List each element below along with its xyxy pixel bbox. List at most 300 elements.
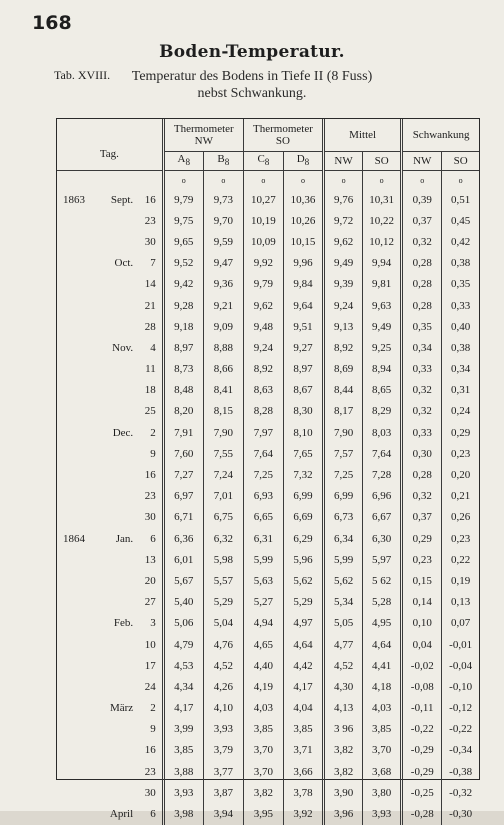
page-title: Boden-Temperatur. — [159, 42, 345, 62]
cell-schwankung-nw: 0,28 — [402, 464, 442, 485]
cell-day: 14 — [144, 278, 156, 291]
cell-d8: 4,64 — [283, 634, 323, 655]
subheader-a-text: A — [177, 153, 186, 166]
cell-b8: 8,41 — [203, 380, 243, 401]
cell-month — [97, 634, 137, 655]
cell-a8: 3,85 — [163, 740, 203, 761]
cell-day: 30 — [144, 235, 156, 248]
cell-b8: 3,79 — [203, 740, 243, 761]
cell-b8: 9,73 — [203, 189, 243, 210]
subheader-c-text: C — [257, 153, 265, 166]
cell-c8: 6,31 — [243, 528, 283, 549]
cell-year — [57, 486, 97, 507]
cell-schwankung-so: -0,01 — [442, 634, 479, 655]
cell-a8: 3,88 — [163, 761, 203, 782]
cell-mittel-nw: 7,25 — [324, 464, 363, 485]
cell-mittel-nw: 6,99 — [324, 486, 363, 507]
cell-mittel-so: 5,97 — [363, 549, 402, 570]
subheader-mittel-nw: NW — [324, 152, 363, 171]
cell-b8: 3,77 — [203, 761, 243, 782]
cell-schwankung-so: 0,42 — [442, 231, 479, 252]
cell-month: März — [109, 702, 134, 715]
cell-schwankung-so: 0,24 — [442, 401, 479, 422]
cell-year — [57, 337, 97, 358]
cell-mittel-so: 8,29 — [363, 401, 402, 422]
cell-year — [57, 613, 97, 634]
table-row — [57, 507, 479, 528]
cell-c8: 4,40 — [243, 655, 283, 676]
cell-mittel-so: 9,25 — [363, 337, 402, 358]
cell-schwankung-nw: -0,28 — [402, 803, 442, 824]
cell-mittel-nw: 3 96 — [324, 719, 363, 740]
cell-d8: 8,30 — [283, 401, 323, 422]
table-row — [57, 740, 479, 761]
subheader-a-sub: 8 — [185, 157, 191, 168]
table-row — [57, 380, 479, 401]
cell-schwankung-so: 0,51 — [442, 189, 479, 210]
cell-day: 20 — [144, 574, 156, 587]
subheader-schwankung-nw: NW — [402, 152, 442, 171]
cell-mittel-nw: 3,96 — [324, 803, 363, 824]
cell-mittel-so: 10,22 — [363, 210, 402, 231]
cell-mittel-nw: 9,24 — [324, 295, 363, 316]
cell-mittel-so: 8,03 — [363, 422, 402, 443]
cell-mittel-so: 3,85 — [363, 719, 402, 740]
cell-mittel-so: 4,03 — [363, 698, 402, 719]
cell-d8: 4,42 — [283, 655, 323, 676]
cell-year — [57, 592, 97, 613]
header-thermometer-nw — [163, 119, 243, 152]
cell-schwankung-so: -0,12 — [442, 698, 479, 719]
cell-schwankung-so: 0,20 — [442, 464, 479, 485]
cell-b8: 3,87 — [203, 782, 243, 803]
cell-month — [97, 231, 137, 252]
cell-day: 4 — [150, 341, 156, 354]
table-row — [57, 782, 479, 803]
cell-schwankung-so: 0,22 — [442, 549, 479, 570]
cell-a8: 9,52 — [163, 253, 203, 274]
cell-day: 17 — [144, 659, 156, 672]
cell-mittel-nw: 3,90 — [324, 782, 363, 803]
cell-c8: 8,28 — [243, 401, 283, 422]
cell-day: 6 — [150, 808, 156, 821]
cell-schwankung-nw: -0,25 — [402, 782, 442, 803]
cell-schwankung-nw: 0,10 — [402, 613, 442, 634]
cell-mittel-so: 9,49 — [363, 316, 402, 337]
subheader-b — [203, 152, 243, 171]
cell-c8: 8,92 — [243, 359, 283, 380]
cell-b8: 5,04 — [203, 613, 243, 634]
cell-mittel-so: 9,63 — [363, 295, 402, 316]
cell-c8: 9,92 — [243, 253, 283, 274]
cell-b8: 5,29 — [203, 592, 243, 613]
cell-schwankung-so: -0,04 — [442, 655, 479, 676]
cell-a8: 8,48 — [163, 380, 203, 401]
cell-d8: 3,92 — [283, 803, 323, 824]
cell-mittel-nw: 6,73 — [324, 507, 363, 528]
cell-c8: 5,27 — [243, 592, 283, 613]
cell-b8: 7,01 — [203, 486, 243, 507]
cell-d8: 5,62 — [283, 570, 323, 591]
cell-b8: 4,76 — [203, 634, 243, 655]
cell-c8: 7,97 — [243, 422, 283, 443]
cell-schwankung-so: -0,34 — [442, 740, 479, 761]
subheader-a — [163, 152, 203, 171]
cell-c8: 3,85 — [243, 719, 283, 740]
cell-c8: 6,65 — [243, 507, 283, 528]
cell-a8: 7,60 — [163, 443, 203, 464]
table-row — [57, 549, 479, 570]
header-mittel: Mittel — [324, 119, 402, 152]
cell-b8: 9,70 — [203, 210, 243, 231]
cell-mittel-so: 6,67 — [363, 507, 402, 528]
cell-year — [57, 443, 97, 464]
cell-schwankung-so: 0,34 — [442, 359, 479, 380]
cell-day: 6 — [150, 532, 156, 545]
cell-d8: 3,66 — [283, 761, 323, 782]
cell-month: Sept. — [110, 193, 134, 206]
subheader-c-sub: 8 — [264, 157, 270, 168]
table-caption — [0, 68, 504, 102]
cell-month — [97, 676, 137, 697]
cell-year — [57, 359, 97, 380]
cell-mittel-so: 10,12 — [363, 231, 402, 252]
cell-a8: 9,28 — [163, 295, 203, 316]
cell-day: 3 — [150, 617, 156, 630]
cell-d8: 10,26 — [283, 210, 323, 231]
cell-day: 23 — [144, 214, 156, 227]
cell-month — [97, 380, 137, 401]
unit-degree: o — [283, 171, 323, 190]
cell-b8: 9,21 — [203, 295, 243, 316]
cell-month — [97, 655, 137, 676]
cell-mittel-nw: 9,62 — [324, 231, 363, 252]
cell-a8: 7,27 — [163, 464, 203, 485]
unit-degree: o — [442, 171, 479, 190]
cell-schwankung-nw: 0,37 — [402, 210, 442, 231]
cell-schwankung-nw: 0,28 — [402, 253, 442, 274]
table-row — [57, 592, 479, 613]
cell-a8: 8,73 — [163, 359, 203, 380]
cell-mittel-so: 3,93 — [363, 803, 402, 824]
cell-a8: 3,99 — [163, 719, 203, 740]
cell-c8: 8,63 — [243, 380, 283, 401]
cell-mittel-so: 7,64 — [363, 443, 402, 464]
cell-a8: 3,98 — [163, 803, 203, 824]
cell-schwankung-nw: -0,22 — [402, 719, 442, 740]
cell-d8: 3,71 — [283, 740, 323, 761]
cell-c8: 3,82 — [243, 782, 283, 803]
cell-month — [97, 401, 137, 422]
header-thermometer-so-line2: SO — [275, 135, 290, 147]
cell-mittel-nw: 5,05 — [324, 613, 363, 634]
unit-degree: o — [363, 171, 402, 190]
cell-month — [97, 507, 137, 528]
cell-d8: 9,84 — [283, 274, 323, 295]
cell-schwankung-so: -0,38 — [442, 761, 479, 782]
cell-year — [57, 761, 97, 782]
subheader-b-text: B — [217, 153, 225, 166]
cell-b8: 6,32 — [203, 528, 243, 549]
cell-c8: 10,27 — [243, 189, 283, 210]
cell-year — [57, 295, 97, 316]
table-row — [57, 570, 479, 591]
table-row — [57, 464, 479, 485]
cell-month — [97, 782, 137, 803]
cell-day: 27 — [144, 596, 156, 609]
cell-year — [57, 782, 97, 803]
cell-c8: 5,63 — [243, 570, 283, 591]
cell-b8: 5,98 — [203, 549, 243, 570]
cell-mittel-so: 6,30 — [363, 528, 402, 549]
cell-d8: 4,04 — [283, 698, 323, 719]
cell-mittel-nw: 4,52 — [324, 655, 363, 676]
cell-year — [57, 464, 97, 485]
cell-schwankung-nw: 0,32 — [402, 486, 442, 507]
cell-mittel-so: 5 62 — [363, 570, 402, 591]
cell-mittel-nw: 6,34 — [324, 528, 363, 549]
cell-mittel-nw: 4,13 — [324, 698, 363, 719]
cell-mittel-nw: 9,13 — [324, 316, 363, 337]
cell-month — [97, 359, 137, 380]
cell-a8: 9,42 — [163, 274, 203, 295]
cell-month — [97, 740, 137, 761]
cell-mittel-nw: 8,69 — [324, 359, 363, 380]
cell-month: April — [109, 808, 134, 821]
table-row — [57, 803, 479, 824]
header-thermometer-nw-line1: Thermometer — [173, 123, 234, 135]
cell-b8: 7,24 — [203, 464, 243, 485]
cell-schwankung-so: 0,29 — [442, 422, 479, 443]
header-day: Tag. — [57, 119, 163, 171]
cell-month — [97, 295, 137, 316]
cell-mittel-nw: 8,44 — [324, 380, 363, 401]
table-body — [57, 189, 479, 825]
cell-b8: 4,10 — [203, 698, 243, 719]
table-row — [57, 316, 479, 337]
cell-month: Jan. — [115, 532, 134, 545]
table-row — [57, 634, 479, 655]
cell-c8: 9,48 — [243, 316, 283, 337]
cell-year — [57, 316, 97, 337]
cell-schwankung-so: -0,10 — [442, 676, 479, 697]
cell-schwankung-nw: 0,32 — [402, 231, 442, 252]
table-row — [57, 698, 479, 719]
table-row — [57, 189, 479, 210]
cell-schwankung-so: -0,32 — [442, 782, 479, 803]
cell-mittel-so: 3,80 — [363, 782, 402, 803]
cell-c8: 10,19 — [243, 210, 283, 231]
cell-b8: 3,94 — [203, 803, 243, 824]
cell-day: 2 — [150, 426, 156, 439]
cell-b8: 9,59 — [203, 231, 243, 252]
cell-day: 10 — [144, 638, 156, 651]
cell-schwankung-so: 0,23 — [442, 528, 479, 549]
cell-a8: 5,67 — [163, 570, 203, 591]
cell-d8: 5,96 — [283, 549, 323, 570]
cell-schwankung-nw: 0,29 — [402, 528, 442, 549]
cell-schwankung-so: 0,23 — [442, 443, 479, 464]
table-row — [57, 231, 479, 252]
cell-b8: 5,57 — [203, 570, 243, 591]
cell-a8: 9,75 — [163, 210, 203, 231]
subheader-c — [243, 152, 283, 171]
cell-year — [57, 380, 97, 401]
cell-d8: 9,51 — [283, 316, 323, 337]
cell-mittel-so: 4,41 — [363, 655, 402, 676]
cell-schwankung-nw: 0,37 — [402, 507, 442, 528]
cell-c8: 4,03 — [243, 698, 283, 719]
cell-b8: 7,55 — [203, 443, 243, 464]
header-thermometer-nw-line2: NW — [194, 135, 213, 147]
cell-schwankung-nw: 0,04 — [402, 634, 442, 655]
cell-a8: 6,36 — [163, 528, 203, 549]
cell-c8: 3,70 — [243, 761, 283, 782]
cell-mittel-nw: 8,17 — [324, 401, 363, 422]
cell-day: 16 — [144, 193, 156, 206]
cell-mittel-so: 4,95 — [363, 613, 402, 634]
cell-month: Nov. — [112, 341, 134, 354]
cell-day: 16 — [144, 469, 156, 482]
cell-c8: 4,94 — [243, 613, 283, 634]
cell-schwankung-so: -0,30 — [442, 803, 479, 824]
cell-c8: 6,93 — [243, 486, 283, 507]
cell-mittel-nw: 9,49 — [324, 253, 363, 274]
cell-month — [97, 464, 137, 485]
cell-b8: 4,26 — [203, 676, 243, 697]
cell-c8: 9,62 — [243, 295, 283, 316]
cell-schwankung-nw: 0,28 — [402, 295, 442, 316]
cell-c8: 4,65 — [243, 634, 283, 655]
caption-line-2: nebst Schwankung. — [197, 86, 307, 101]
cell-schwankung-nw: 0,32 — [402, 380, 442, 401]
cell-d8: 6,99 — [283, 486, 323, 507]
cell-b8: 8,66 — [203, 359, 243, 380]
cell-mittel-nw: 7,57 — [324, 443, 363, 464]
cell-year — [57, 803, 97, 824]
subheader-d-sub: 8 — [304, 157, 310, 168]
cell-schwankung-nw: 0,35 — [402, 316, 442, 337]
cell-month: Feb. — [113, 617, 134, 630]
cell-day: 7 — [150, 257, 156, 270]
cell-schwankung-so: 0,38 — [442, 253, 479, 274]
cell-year — [57, 401, 97, 422]
cell-mittel-so: 5,28 — [363, 592, 402, 613]
cell-month: Dec. — [112, 426, 134, 439]
cell-c8: 7,64 — [243, 443, 283, 464]
cell-month — [97, 486, 137, 507]
cell-d8: 8,97 — [283, 359, 323, 380]
cell-year — [57, 634, 97, 655]
cell-schwankung-nw: -0,29 — [402, 740, 442, 761]
cell-mittel-nw: 7,90 — [324, 422, 363, 443]
cell-day: 13 — [144, 553, 156, 566]
cell-day: 2 — [150, 702, 156, 715]
cell-mittel-nw: 9,39 — [324, 274, 363, 295]
caption-line-1: Temperatur des Bodens in Tiefe II (8 Fuss) — [131, 69, 373, 84]
cell-year — [57, 231, 97, 252]
cell-d8: 4,97 — [283, 613, 323, 634]
cell-schwankung-nw: 0,33 — [402, 422, 442, 443]
cell-mittel-so: 4,64 — [363, 634, 402, 655]
table-row — [57, 676, 479, 697]
cell-a8: 4,79 — [163, 634, 203, 655]
cell-a8: 6,71 — [163, 507, 203, 528]
cell-day: 9 — [150, 447, 156, 460]
cell-d8: 6,69 — [283, 507, 323, 528]
cell-a8: 7,91 — [163, 422, 203, 443]
table-row — [57, 528, 479, 549]
cell-a8: 5,06 — [163, 613, 203, 634]
cell-d8: 10,15 — [283, 231, 323, 252]
cell-day: 16 — [144, 744, 156, 757]
cell-month: Oct. — [114, 257, 134, 270]
cell-mittel-so: 4,18 — [363, 676, 402, 697]
cell-day: 23 — [144, 490, 156, 503]
cell-d8: 9,64 — [283, 295, 323, 316]
cell-schwankung-nw: 0,23 — [402, 549, 442, 570]
table-row — [57, 274, 479, 295]
cell-c8: 5,99 — [243, 549, 283, 570]
table-row — [57, 761, 479, 782]
cell-year: 1864 — [63, 532, 85, 545]
cell-d8: 8,67 — [283, 380, 323, 401]
cell-mittel-nw: 4,30 — [324, 676, 363, 697]
cell-schwankung-nw: 0,28 — [402, 274, 442, 295]
cell-d8: 5,29 — [283, 592, 323, 613]
cell-schwankung-nw: 0,39 — [402, 189, 442, 210]
cell-d8: 8,10 — [283, 422, 323, 443]
table-row — [57, 422, 479, 443]
page-number: 168 — [32, 12, 72, 34]
cell-c8: 9,79 — [243, 274, 283, 295]
cell-d8: 7,65 — [283, 443, 323, 464]
table-row — [57, 337, 479, 358]
cell-month — [97, 719, 137, 740]
cell-schwankung-so: 0,19 — [442, 570, 479, 591]
table-row — [57, 359, 479, 380]
table-row — [57, 210, 479, 231]
cell-schwankung-so: 0,38 — [442, 337, 479, 358]
cell-mittel-nw: 5,99 — [324, 549, 363, 570]
cell-day: 9 — [150, 723, 156, 736]
cell-mittel-nw: 3,82 — [324, 761, 363, 782]
cell-year — [57, 549, 97, 570]
cell-schwankung-so: 0,33 — [442, 295, 479, 316]
cell-year — [57, 422, 97, 443]
cell-schwankung-nw: 0,32 — [402, 401, 442, 422]
cell-month — [97, 592, 137, 613]
subheader-mittel-so: SO — [363, 152, 402, 171]
cell-c8: 3,95 — [243, 803, 283, 824]
cell-mittel-so: 8,65 — [363, 380, 402, 401]
cell-day: 25 — [144, 405, 156, 418]
cell-d8: 9,96 — [283, 253, 323, 274]
table-row — [57, 295, 479, 316]
cell-schwankung-so: 0,07 — [442, 613, 479, 634]
unit-degree: o — [243, 171, 283, 190]
subheader-d — [283, 152, 323, 171]
cell-d8: 3,85 — [283, 719, 323, 740]
cell-mittel-so: 3,68 — [363, 761, 402, 782]
cell-schwankung-nw: 0,34 — [402, 337, 442, 358]
subheader-schwankung-so: SO — [442, 152, 479, 171]
cell-day: 30 — [144, 511, 156, 524]
cell-mittel-so: 10,31 — [363, 189, 402, 210]
cell-month — [97, 210, 137, 231]
cell-schwankung-so: 0,31 — [442, 380, 479, 401]
cell-d8: 6,29 — [283, 528, 323, 549]
